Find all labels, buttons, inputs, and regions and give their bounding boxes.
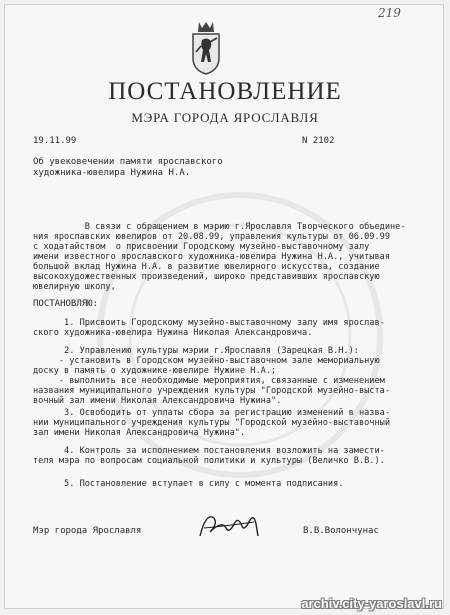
clause-4: 4. Контроль за исполнением постановления возложить на замести- теля мэра по вопросам социальной политики и культуры (Величко В.В.). <box>33 446 385 466</box>
archive-watermark: archiv.city-yaroslavl.ru <box>301 596 442 611</box>
handwritten-page-number: 219 <box>378 6 401 20</box>
clause-5: 5. Постановление вступает в силу с момента подписания. <box>33 479 344 489</box>
clause-1: 1. Присвоить Городскому музейно-выставочному залу имя ярослав- ского художника-ювелира Нужина Николая Александровича. <box>33 318 385 338</box>
yaroslavl-coat-of-arms-icon <box>188 18 224 76</box>
resolved-heading: ПОСТАНОВЛЯЮ: <box>33 299 99 309</box>
document-number: N 2102 <box>302 136 335 146</box>
signer-name: В.В.Волончунас <box>303 526 379 536</box>
document-title: ПОСТАНОВЛЕНИЕ <box>108 78 342 105</box>
document-subtitle: МЭРА ГОРОДА ЯРОСЛАВЛЯ <box>131 110 319 125</box>
clause-2: 2. Управлению культуры мэрии г.Ярославля (Зарецкая В.Н.): - установить в Городском музейно-выставочном зале мемориальную доску в память о художнике-ювелире Нужине Н.А.; - выполнить все необходимые мероприятия, связанные с изменением названия муниципального учреждения культуры "Городской музейно-выста- вочный зал имени Николая Александровича Нужина". <box>33 346 390 406</box>
handwritten-signature <box>196 506 266 544</box>
document-subject: Об увековечении памяти ярославского художника-ювелира Нужина Н.А. <box>33 157 223 178</box>
preamble-paragraph: В связи с обращением в мэрию г.Ярославля Творческого объедине- ния ярославских ювелиров от 20.08.99, управления культуры от 06.09.99 с ходатайством о присвоении Городскому музейно-выставочному залу имени известного ярославского художника-ювелира Нужина Н.А., учитывая большой вклад Нужина Н.А. в развитие ювелирного искусства, создание высокохудожественных произведений, широко представивших ярославскую ювелирную школу, <box>33 222 406 292</box>
clause-3: 3. Освободить от уплаты сбора за регистрацию изменений в назва- нии муниципального учреждения культуры "Городской музейно-выставочный зал имени Николая Александровича Нужина". <box>33 408 390 438</box>
signer-position: Мэр города Ярославля <box>33 526 142 536</box>
document-date: 19.11.99 <box>33 136 77 146</box>
